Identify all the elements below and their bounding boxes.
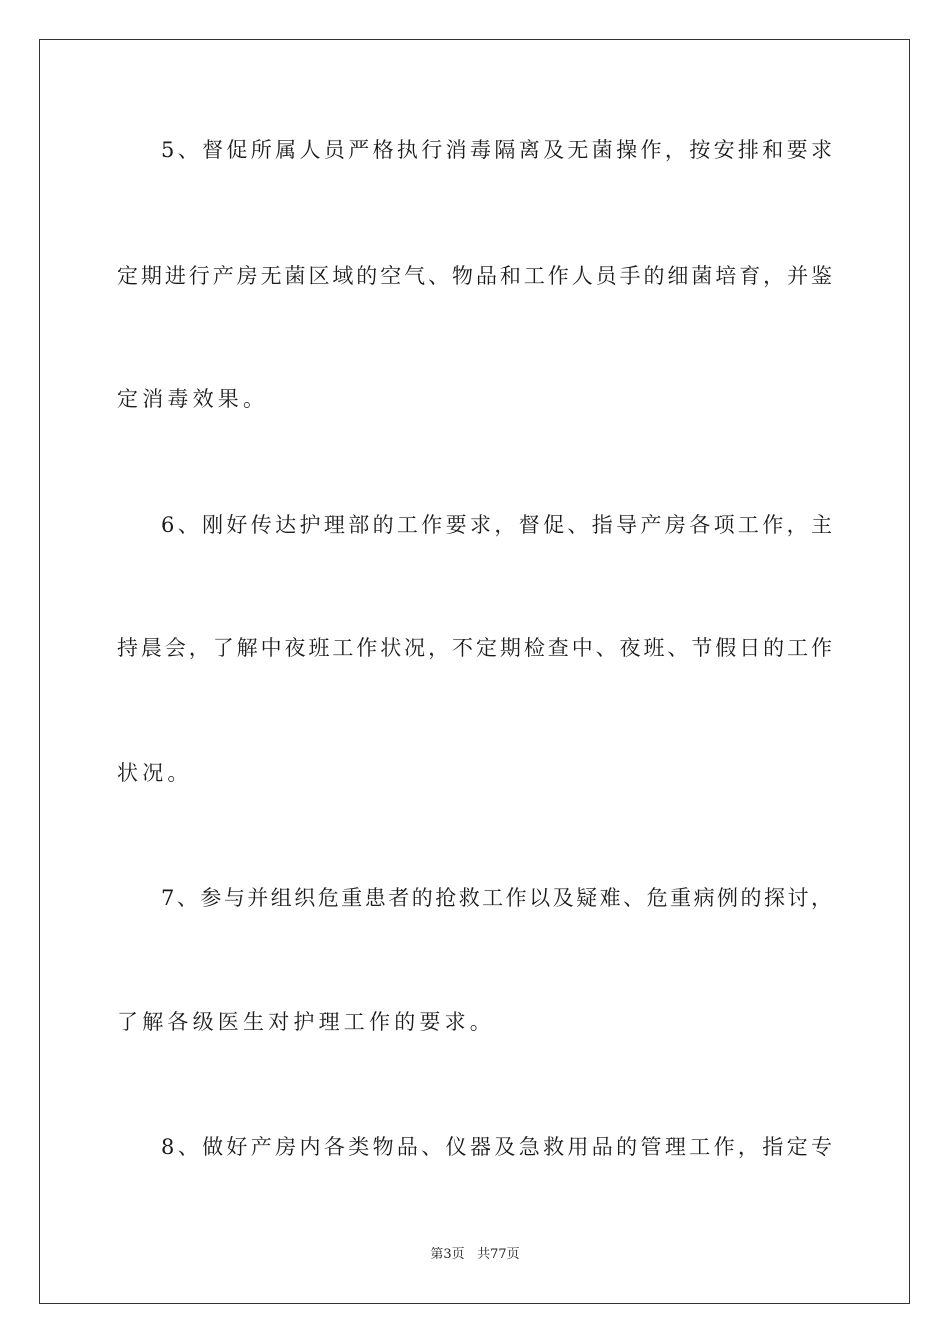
page-border [39,39,910,1304]
paragraph-5-line-1: 5、督促所属人员严格执行消毒隔离及无菌操作，按安排和要求 [161,138,832,162]
page-number: 第3页 [430,1247,465,1262]
paragraph-6-line-2: 持晨会，了解中夜班工作状况，不定期检查中、夜班、节假日的工作 [117,636,832,660]
paragraph-5-line-2: 定期进行产房无菌区域的空气、物品和工作人员手的细菌培育，并鉴 [117,264,832,288]
paragraph-6-line-3: 状况。 [117,761,193,785]
page-total: 共77页 [477,1247,520,1262]
page-footer [0,1246,950,1264]
paragraph-7-line-2: 了解各级医生对护理工作的要求。 [117,1010,495,1034]
paragraph-8-line-1: 8、做好产房内各类物品、仪器及急救用品的管理工作，指定专 [161,1135,832,1159]
paragraph-5-line-3: 定消毒效果。 [117,387,269,411]
paragraph-7-line-1: 7、参与并组织危重患者的抢救工作以及疑难、危重病例的探讨， [161,886,832,910]
paragraph-6-line-1: 6、刚好传达护理部的工作要求，督促、指导产房各项工作，主 [161,513,832,537]
